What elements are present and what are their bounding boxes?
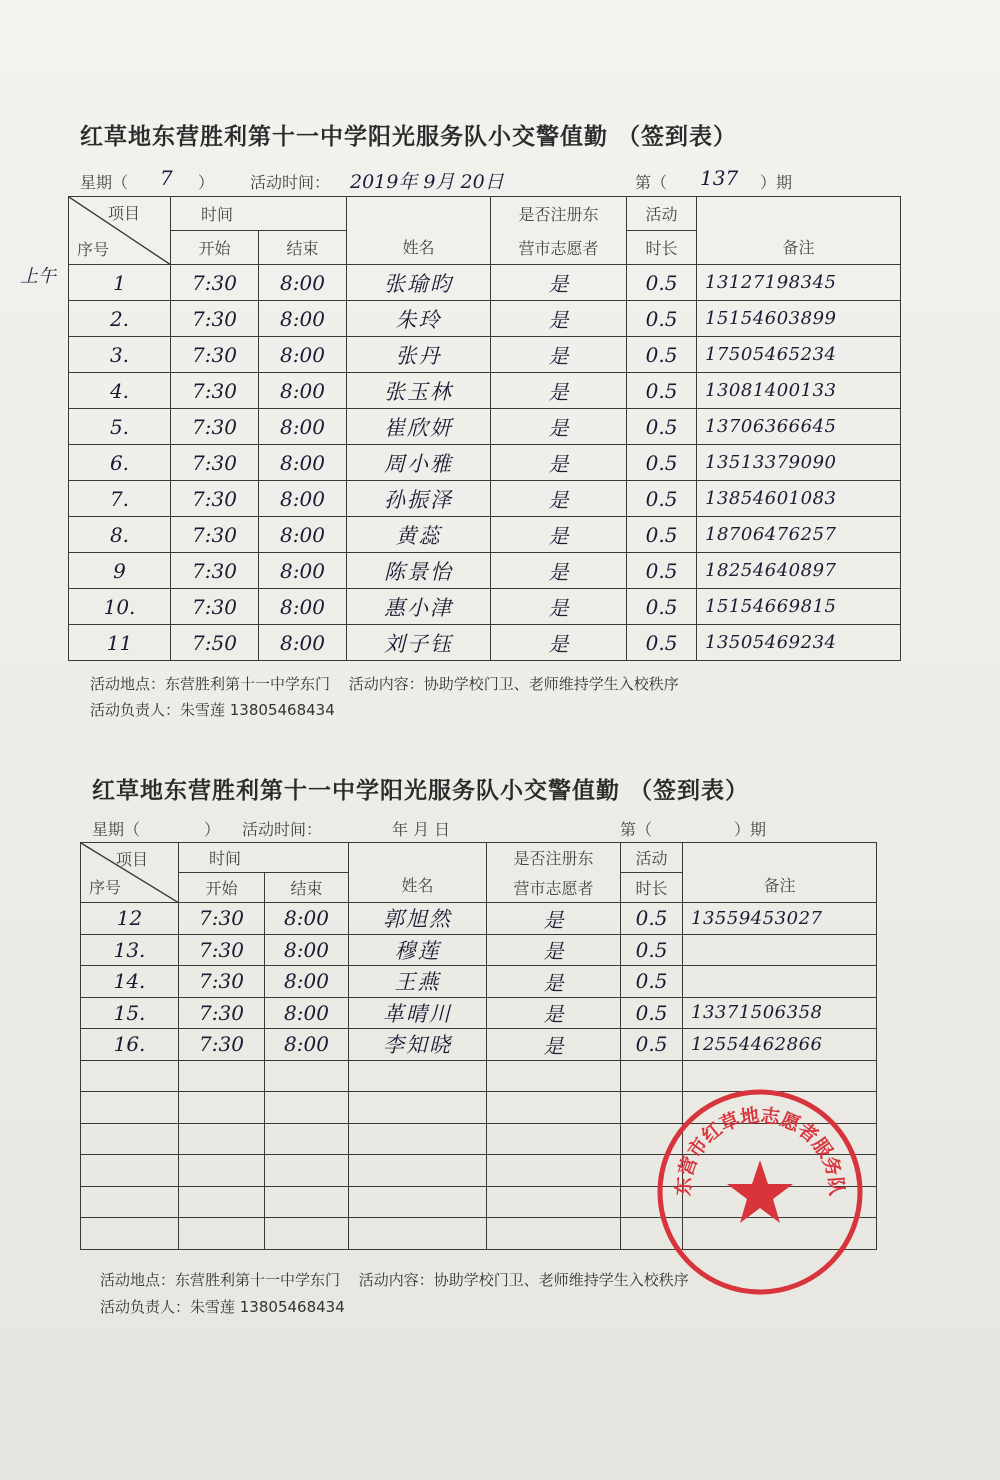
- name-cell: 孙振泽: [347, 481, 491, 517]
- note-header: 备注: [683, 843, 877, 903]
- note-cell: 13081400133: [697, 373, 901, 409]
- table-row: [81, 997, 877, 1029]
- margin-note: 上午: [20, 266, 56, 287]
- hours-cell: 0.5: [627, 265, 697, 301]
- note-cell: 15154669815: [697, 589, 901, 625]
- name-cell: 陈景怡: [347, 553, 491, 589]
- name-cell: 张瑜昀: [347, 265, 491, 301]
- end-time-cell: 8:00: [259, 301, 347, 337]
- table-row: [69, 481, 901, 517]
- weekday-label: 星期（: [80, 173, 129, 192]
- table-row: [69, 625, 901, 661]
- start-time-cell: 7:30: [171, 265, 259, 301]
- hours-cell: 0.5: [627, 589, 697, 625]
- hours-cell: 0.5: [627, 373, 697, 409]
- end-time-cell: 8:00: [259, 337, 347, 373]
- table-row: [69, 373, 901, 409]
- table-row: [69, 589, 901, 625]
- name-cell: 郭旭然: [349, 903, 487, 935]
- serial-cell: [81, 1092, 179, 1124]
- registered-cell: 是: [491, 445, 627, 481]
- activity-content: 活动内容：协助学校门卫、老师维持学生入校秩序: [348, 675, 679, 693]
- name-cell: 革晴川: [349, 997, 487, 1029]
- serial-cell: [81, 1218, 179, 1250]
- serial-cell: 16.: [81, 1029, 179, 1061]
- end-time-cell: 8:00: [259, 517, 347, 553]
- serial-cell: 1: [69, 265, 171, 301]
- start-time-cell: 7:30: [171, 553, 259, 589]
- note-cell: 13706366645: [697, 409, 901, 445]
- period-label: 第（: [635, 173, 668, 192]
- end-time-cell: 8:00: [259, 409, 347, 445]
- hours-header-2: 时长: [621, 873, 683, 903]
- weekday-label: 星期（: [92, 820, 141, 839]
- hours-cell: 0.5: [627, 553, 697, 589]
- name-cell: 崔欣妍: [347, 409, 491, 445]
- registered-cell: 是: [491, 481, 627, 517]
- name-cell: 周小雅: [347, 445, 491, 481]
- sheet2-footer-line2: [100, 1296, 359, 1317]
- registered-cell: 是: [491, 625, 627, 661]
- note-cell: 18706476257: [697, 517, 901, 553]
- weekday-close: ）: [198, 173, 215, 192]
- start-time-cell: 7:30: [179, 997, 265, 1029]
- hours-cell: 0.5: [621, 966, 683, 998]
- table-row: [69, 409, 901, 445]
- hours-cell: 0.5: [627, 481, 697, 517]
- serial-cell: [81, 1155, 179, 1187]
- start-time-cell: [179, 1155, 265, 1187]
- end-time-cell: [265, 1092, 349, 1124]
- hours-cell: 0.5: [621, 1029, 683, 1061]
- serial-cell: 11: [69, 625, 171, 661]
- name-cell: [349, 1092, 487, 1124]
- time-header: 时间: [179, 843, 349, 873]
- end-time-cell: 8:00: [265, 966, 349, 998]
- registered-cell: 是: [487, 997, 621, 1029]
- note-cell: 12554462866: [683, 1029, 877, 1061]
- hours-cell: 0.5: [627, 409, 697, 445]
- end-time-cell: [265, 1123, 349, 1155]
- registered-header-1: 是否注册东: [487, 843, 621, 873]
- table-row: [69, 553, 901, 589]
- registered-cell: 是: [491, 409, 627, 445]
- stamp-star-icon: [727, 1160, 793, 1223]
- sheet1-meta-row: [80, 166, 940, 194]
- registered-cell: 是: [491, 553, 627, 589]
- name-cell: [349, 1186, 487, 1218]
- start-time-cell: 7:30: [171, 373, 259, 409]
- name-cell: 朱玲: [347, 301, 491, 337]
- start-time-cell: [179, 1060, 265, 1092]
- start-time-cell: 7:30: [179, 934, 265, 966]
- table-row: [69, 301, 901, 337]
- name-cell: [349, 1060, 487, 1092]
- registered-header-2: 营市志愿者: [491, 231, 627, 265]
- start-time-cell: 7:30: [171, 409, 259, 445]
- start-time-cell: 7:30: [171, 301, 259, 337]
- sheet2-footer-line1: [100, 1269, 703, 1290]
- serial-header: 序号: [89, 878, 122, 897]
- stamp-text: 东营市红草地志愿者服务队: [672, 1104, 848, 1197]
- note-cell: 15154603899: [697, 301, 901, 337]
- table-row: [69, 265, 901, 301]
- note-cell: 18254640897: [697, 553, 901, 589]
- serial-cell: 12: [81, 903, 179, 935]
- name-cell: 惠小津: [347, 589, 491, 625]
- start-time-cell: [179, 1218, 265, 1250]
- end-time-cell: [265, 1218, 349, 1250]
- note-cell: 17505465234: [697, 337, 901, 373]
- registered-cell: [487, 1123, 621, 1155]
- name-cell: [349, 1123, 487, 1155]
- registered-cell: 是: [487, 903, 621, 935]
- serial-cell: 4.: [69, 373, 171, 409]
- end-time-cell: 8:00: [265, 997, 349, 1029]
- serial-cell: 15.: [81, 997, 179, 1029]
- serial-cell: 7.: [69, 481, 171, 517]
- start-time-cell: [179, 1186, 265, 1218]
- registered-cell: 是: [491, 589, 627, 625]
- sheet1-table: [68, 196, 901, 661]
- start-time-cell: 7:30: [179, 966, 265, 998]
- name-cell: 张丹: [347, 337, 491, 373]
- name-cell: 刘子钰: [347, 625, 491, 661]
- hours-cell: 0.5: [627, 337, 697, 373]
- serial-cell: 3.: [69, 337, 171, 373]
- note-cell: [683, 966, 877, 998]
- registered-cell: 是: [487, 1029, 621, 1061]
- hours-cell: 0.5: [627, 625, 697, 661]
- weekday-close: ）: [204, 820, 221, 839]
- end-time-cell: [265, 1155, 349, 1187]
- end-time-cell: 8:00: [259, 589, 347, 625]
- activity-date-value: 年 月 日: [392, 820, 451, 839]
- registered-cell: 是: [491, 517, 627, 553]
- item-header: 项目: [115, 850, 148, 869]
- name-cell: 张玉林: [347, 373, 491, 409]
- end-time-cell: [265, 1060, 349, 1092]
- period-value: 137: [700, 166, 739, 190]
- start-time-cell: [179, 1123, 265, 1155]
- name-cell: 王燕: [349, 966, 487, 998]
- serial-cell: 9: [69, 553, 171, 589]
- start-time-cell: 7:30: [171, 517, 259, 553]
- period-close: ）期: [760, 173, 793, 192]
- serial-cell: 10.: [69, 589, 171, 625]
- end-time-cell: 8:00: [259, 481, 347, 517]
- item-serial-header: [69, 197, 171, 265]
- registered-cell: 是: [487, 934, 621, 966]
- end-time-cell: 8:00: [259, 625, 347, 661]
- name-cell: 穆莲: [349, 934, 487, 966]
- end-time-cell: 8:00: [265, 903, 349, 935]
- activity-place: 活动地点：东营胜利第十一中学东门: [90, 675, 331, 693]
- registered-cell: 是: [491, 301, 627, 337]
- sheet1-footer-line2: [90, 699, 349, 720]
- hours-cell: 0.5: [621, 997, 683, 1029]
- serial-cell: 8.: [69, 517, 171, 553]
- table-row: [81, 903, 877, 935]
- activity-date-value: 2019年 9月 20日: [350, 171, 504, 193]
- item-header: 项目: [107, 204, 140, 223]
- hours-cell: 0.5: [627, 301, 697, 337]
- name-cell: 李知晓: [349, 1029, 487, 1061]
- note-cell: 13371506358: [683, 997, 877, 1029]
- registered-cell: [487, 1060, 621, 1092]
- serial-cell: 5.: [69, 409, 171, 445]
- serial-cell: [81, 1186, 179, 1218]
- table-row: [69, 337, 901, 373]
- hours-cell: 0.5: [621, 934, 683, 966]
- activity-content: 活动内容：协助学校门卫、老师维持学生入校秩序: [358, 1271, 689, 1289]
- end-time-cell: 8:00: [259, 265, 347, 301]
- item-serial-header: [81, 843, 179, 903]
- hours-header-1: 活动: [621, 843, 683, 873]
- serial-cell: [81, 1123, 179, 1155]
- hours-cell: 0.5: [627, 517, 697, 553]
- registered-cell: [487, 1155, 621, 1187]
- note-cell: 13513379090: [697, 445, 901, 481]
- start-time-cell: 7:30: [179, 1029, 265, 1061]
- start-time-cell: 7:30: [171, 589, 259, 625]
- note-cell: 13854601083: [697, 481, 901, 517]
- activity-person: 活动负责人：朱雪莲 13805468434: [100, 1298, 345, 1316]
- registered-cell: 是: [487, 966, 621, 998]
- name-header: 姓名: [347, 197, 491, 265]
- serial-header: 序号: [77, 240, 110, 259]
- registered-cell: 是: [491, 265, 627, 301]
- registered-cell: [487, 1186, 621, 1218]
- start-time-cell: 7:30: [171, 481, 259, 517]
- hours-cell: 0.5: [627, 445, 697, 481]
- activity-time-label: 活动时间：: [250, 173, 331, 192]
- name-header: 姓名: [349, 843, 487, 903]
- note-cell: 13505469234: [697, 625, 901, 661]
- sheet2-meta-row: [92, 817, 952, 841]
- registered-cell: 是: [491, 373, 627, 409]
- sheet2-title: 红草地东营胜利第十一中学阳光服务队小交警值勤 （签到表）: [92, 778, 750, 804]
- end-header: 结束: [259, 231, 347, 265]
- end-time-cell: 8:00: [259, 373, 347, 409]
- end-header: 结束: [265, 873, 349, 903]
- name-cell: [349, 1155, 487, 1187]
- serial-cell: 2.: [69, 301, 171, 337]
- hours-header-2: 时长: [627, 231, 697, 265]
- end-time-cell: 8:00: [265, 1029, 349, 1061]
- table-row: [69, 445, 901, 481]
- table-row: [81, 1029, 877, 1061]
- start-header: 开始: [179, 873, 265, 903]
- registered-cell: 是: [491, 337, 627, 373]
- note-cell: 13127198345: [697, 265, 901, 301]
- end-time-cell: 8:00: [259, 445, 347, 481]
- registered-cell: [487, 1218, 621, 1250]
- end-time-cell: 8:00: [259, 553, 347, 589]
- table-row: [81, 966, 877, 998]
- serial-cell: 13.: [81, 934, 179, 966]
- table-row: [81, 934, 877, 966]
- sheet1-title: 红草地东营胜利第十一中学阳光服务队小交警值勤 （签到表）: [80, 124, 738, 150]
- activity-place: 活动地点：东营胜利第十一中学东门: [100, 1271, 341, 1289]
- activity-time-label: 活动时间：: [242, 820, 323, 839]
- hours-header-1: 活动: [627, 197, 697, 231]
- note-cell: [683, 934, 877, 966]
- start-time-cell: 7:30: [171, 445, 259, 481]
- serial-cell: 14.: [81, 966, 179, 998]
- hours-cell: 0.5: [621, 903, 683, 935]
- period-close: ）期: [734, 820, 767, 839]
- sheet1-footer-line1: [90, 673, 693, 694]
- registered-header-1: 是否注册东: [491, 197, 627, 231]
- weekday-value: 7: [160, 166, 173, 190]
- end-time-cell: [265, 1186, 349, 1218]
- start-header: 开始: [171, 231, 259, 265]
- start-time-cell: 7:50: [171, 625, 259, 661]
- red-seal-stamp: [650, 1082, 870, 1302]
- period-label: 第（: [620, 820, 653, 839]
- serial-cell: [81, 1060, 179, 1092]
- name-cell: 黄蕊: [347, 517, 491, 553]
- registered-header-2: 营市志愿者: [487, 873, 621, 903]
- serial-cell: 6.: [69, 445, 171, 481]
- name-cell: [349, 1218, 487, 1250]
- start-time-cell: 7:30: [179, 903, 265, 935]
- note-cell: 13559453027: [683, 903, 877, 935]
- end-time-cell: 8:00: [265, 934, 349, 966]
- table-row: [69, 517, 901, 553]
- activity-person: 活动负责人：朱雪莲 13805468434: [90, 701, 335, 719]
- registered-cell: [487, 1092, 621, 1124]
- start-time-cell: [179, 1092, 265, 1124]
- note-header: 备注: [697, 197, 901, 265]
- start-time-cell: 7:30: [171, 337, 259, 373]
- time-header: 时间: [171, 197, 347, 231]
